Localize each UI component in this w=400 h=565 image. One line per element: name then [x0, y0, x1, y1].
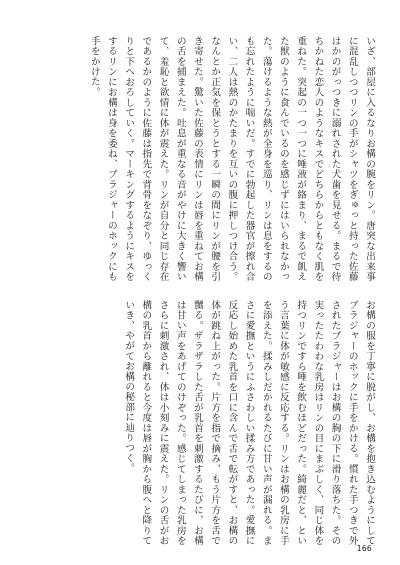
paragraph-upper: いざ、部屋に入るなりお構の腕をリン。唐突な出来事に混乱しつつリンの手がシャツをぎゅっと持った佐藤はかのがっつきに溺れされた犬歯を見せる。まるで待ちかねた恋人のようなキスでどちらからともなく肌を重ねた。突起の一つ一つに唾液が絡まり、まるで飢えた獣のように食んでいるのを感じずにはいられなかった。蕩けるような熱が全身を巡り、リンは息をするのも忘れたように喘いだ。すでに勃起した器官が擦れ合い、二人は熱のかたまりを互いの腹に押しつけ合う。なんとか正気を保とうとする一瞬の間にリンが腰を引き寄せた。驚いた佐藤の表情にリンは唇を重ねてお構の舌を捕まえた。吐息が重なる音がやけに大きく響いて、羞恥と欲情に体が震えた。リンが自分と同じ存在であるかのように佐藤は指先で背骨をなぞり、ゆっくりと下へおろしていく。マーキングするようにキスをするリンにお構は身を委ね、ブラジャーのホックにも手をかけた。 — [88, 36, 375, 282]
body-text-upper — [22, 36, 378, 282]
page-number: 166 — [356, 544, 372, 553]
body-text-lower — [22, 300, 378, 546]
paragraph-lower: お構の服を丁寧に脱がし、お構を抱き込むようにしてブラジャーのホックに手をかける。慣れた手つきで外されたブラジャーはお構の胸の下に滑り落ちた。その実ったたわわな乳房はリンの目にまぶしく、同じ体を持つリンですら唾を飲むほどだった。綺麗だと、という言葉に体が敏感に反応する。リンはお構の乳房に手を添えた。揉みしだかれるたびに甘い声が漏れる。まさに愛撫というにふさわしい揉み方であった。愛撫に反応し始めた乳首を口に含んで舌で転がすと、お構の体が跳ね上がった。片方を指で摘み、もう片方を舌で嬲る。ザラザラした舌が乳首を刺激するたびに、お構は甘い声をあげてのけぞった。感じてしまった乳房をさらに刺激され、体は小刻みに震えた。リンの舌がお構の乳首から離れると今度は唇が胸から腹へと降りていき、やがてお構の秘部に辿りつく。 — [123, 300, 375, 546]
